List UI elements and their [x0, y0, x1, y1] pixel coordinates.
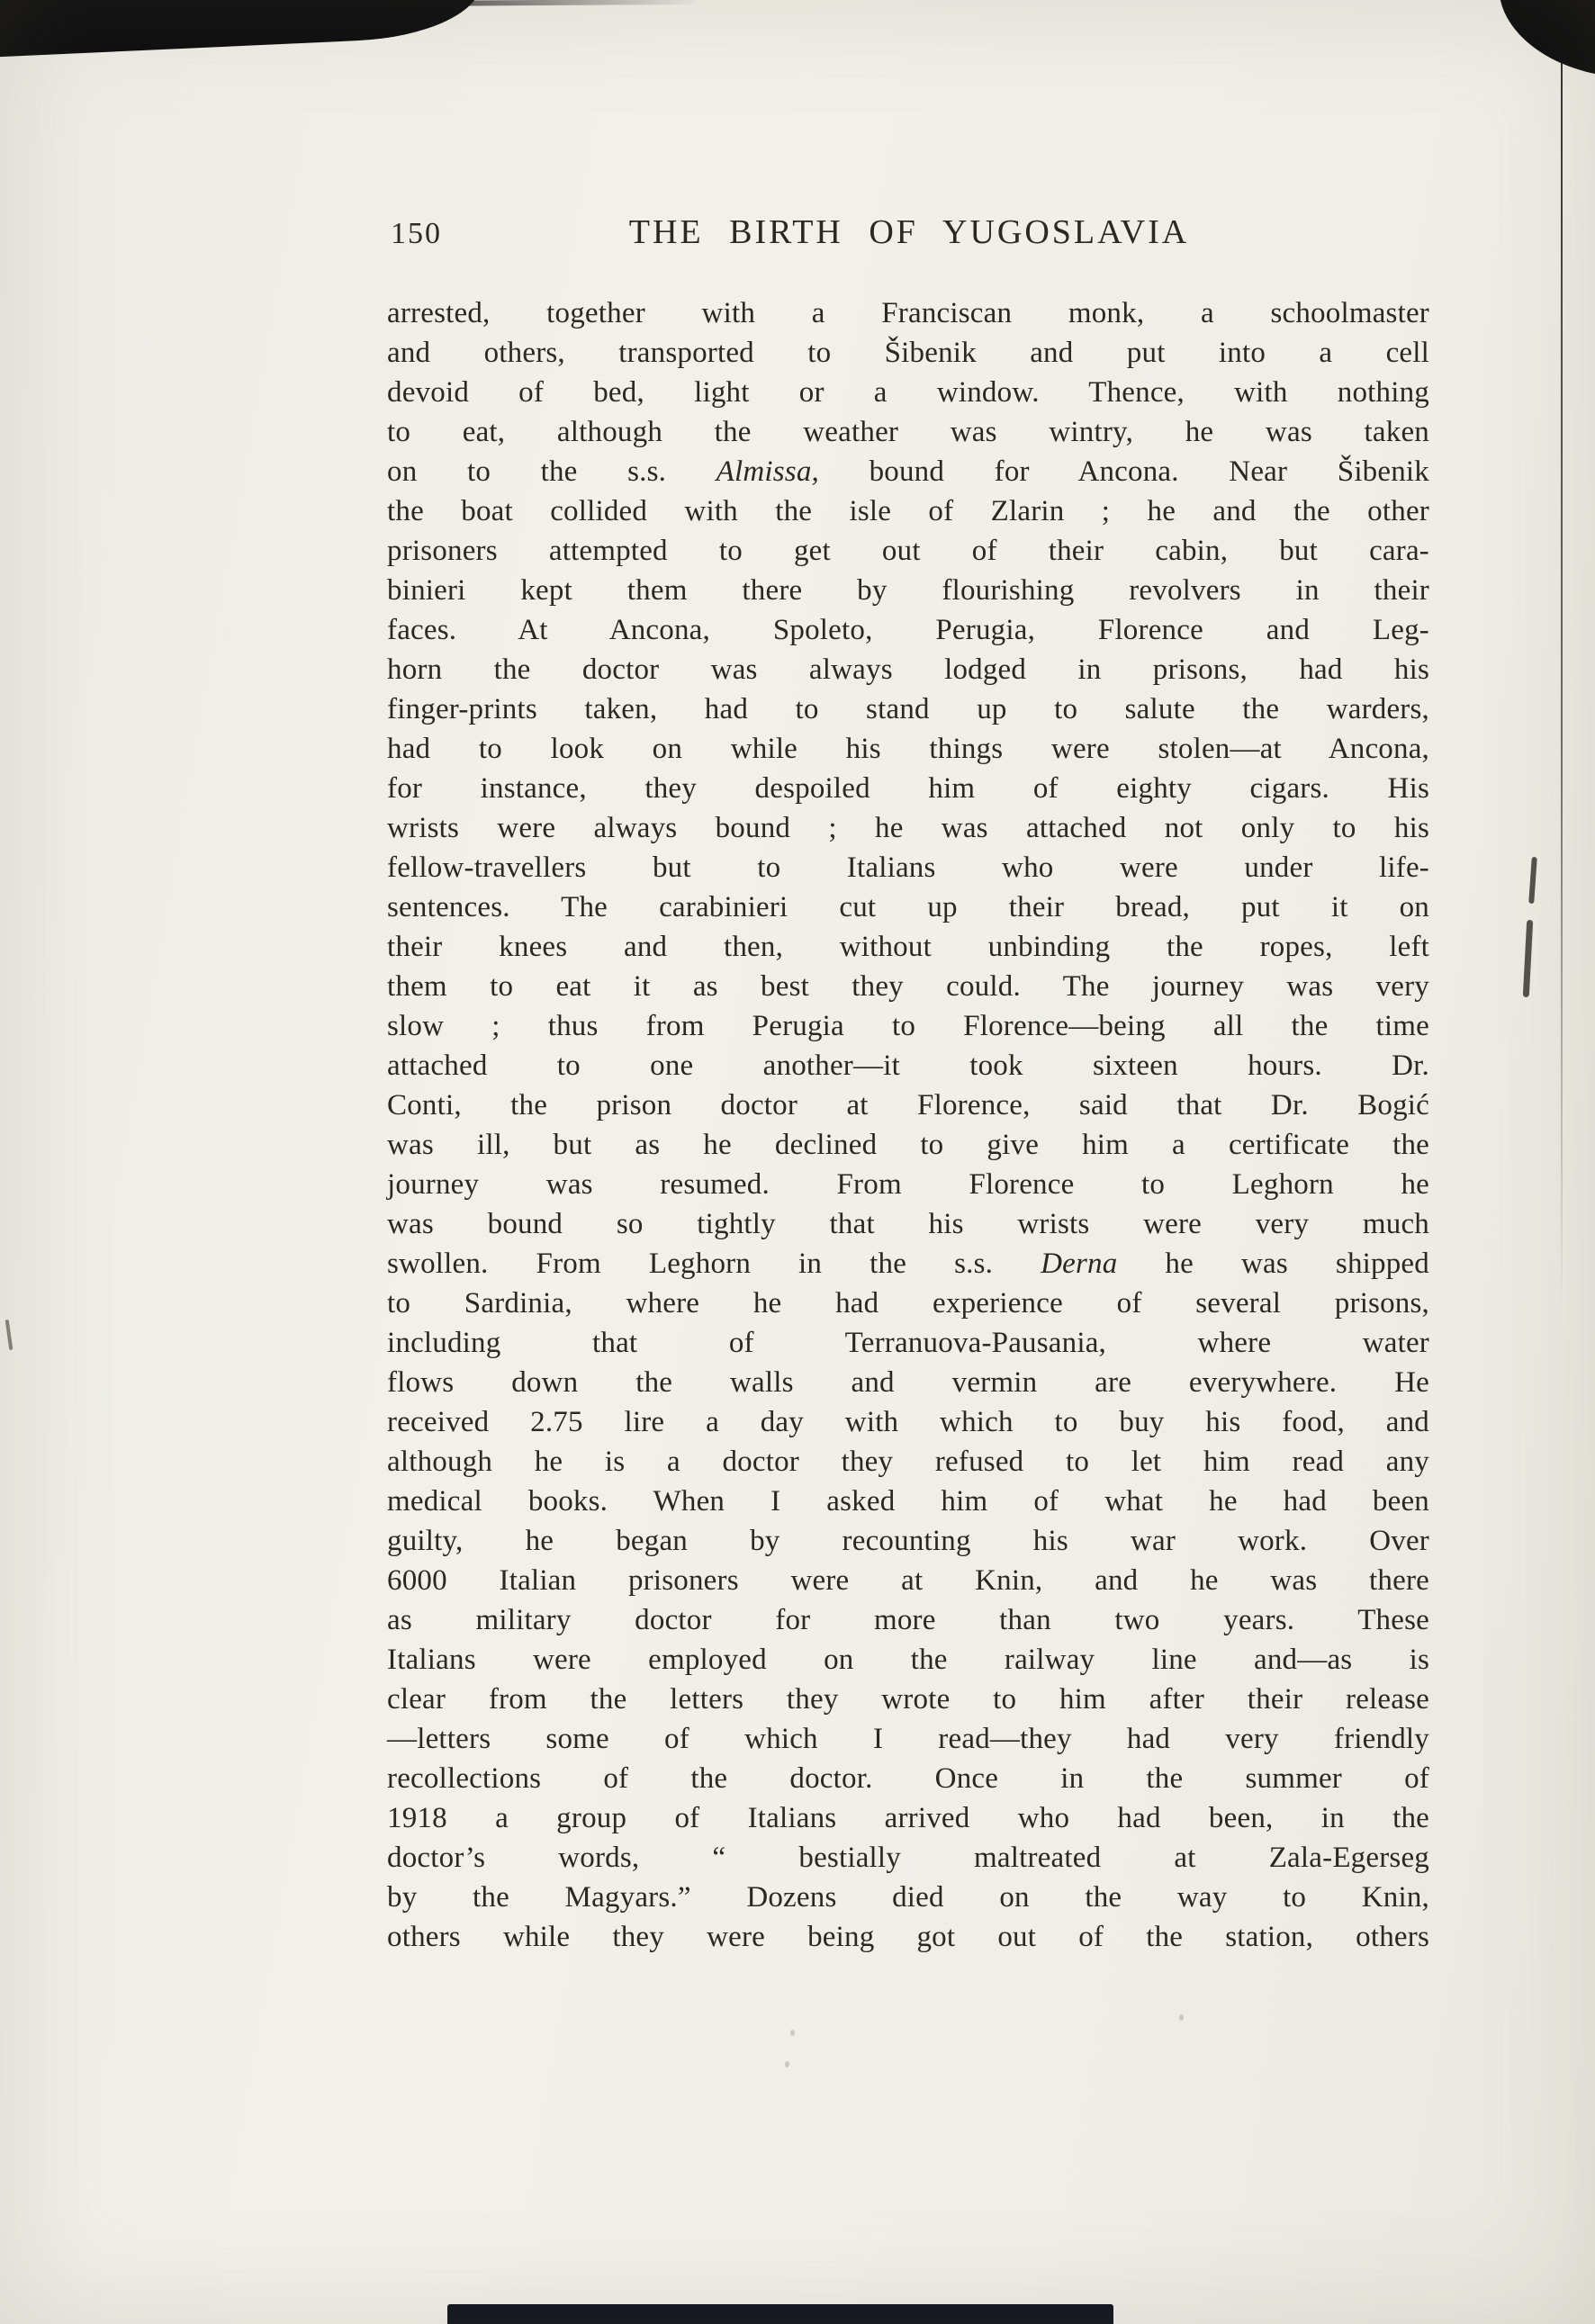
text-line: medical books. When I asked him of what he had been: [387, 1485, 1429, 1518]
text-line: 1918 a group of Italians arrived who had been, in the: [387, 1802, 1429, 1834]
text-line: fellow-travellers but to Italians who were under life-: [387, 851, 1429, 884]
page-number: 150: [391, 217, 442, 250]
text-line: finger-prints taken, had to stand up to salute the warders,: [387, 693, 1429, 725]
scan-artifact-bottom-bar: [447, 2304, 1113, 2324]
text-line: wrists were always bound ; he was attached not only to his: [387, 812, 1429, 844]
text-line: as military doctor for more than two years. These: [387, 1604, 1429, 1636]
text-line: to eat, although the weather was wintry, he was taken: [387, 416, 1429, 448]
text-line: although he is a doctor they refused to let him read any: [387, 1446, 1429, 1478]
text-line: by the Magyars.” Dozens died on the way to Knin,: [387, 1881, 1429, 1914]
text-line: journey was resumed. From Florence to Leghorn he: [387, 1168, 1429, 1201]
text-line: prisoners attempted to get out of their cabin, but cara-: [387, 535, 1429, 567]
text-line: attached to one another—it took sixteen hours. Dr.: [387, 1049, 1429, 1082]
text-line: the boat collided with the isle of Zlarin ; he and the other: [387, 495, 1429, 527]
text-line: doctor’s words, “ bestially maltreated at Zala-Egerseg: [387, 1842, 1429, 1874]
text-line: was bound so tightly that his wrists were very much: [387, 1208, 1429, 1240]
text-line: recollections of the doctor. Once in the summer of: [387, 1762, 1429, 1795]
text-line: including that of Terranuova-Pausania, where water: [387, 1327, 1429, 1359]
text-line: Italians were employed on the railway line and—as is: [387, 1644, 1429, 1676]
text-line: binieri kept them there by flourishing revolvers in their: [387, 574, 1429, 607]
text-line: Conti, the prison doctor at Florence, said that Dr. Bogić: [387, 1089, 1429, 1121]
text-line: for instance, they despoiled him of eighty cigars. His: [387, 772, 1429, 805]
scan-artifact-top-left-edge: [0, 0, 483, 59]
text-line: sentences. The carabinieri cut up their bread, put it on: [387, 891, 1429, 923]
text-line: arrested, together with a Franciscan monk, a schoolmaster: [387, 297, 1429, 329]
scan-artifact-speckle: [785, 2061, 789, 2067]
page-title: THE BIRTH OF YUGOSLAVIA: [628, 213, 1190, 251]
text-line: 6000 Italian prisoners were at Knin, and he was there: [387, 1564, 1429, 1597]
text-line: others while they were being got out of the station, others: [387, 1921, 1429, 1953]
text-line: faces. At Ancona, Spoleto, Perugia, Florence and Leg-: [387, 614, 1429, 646]
text-line: devoid of bed, light or a window. Thence, with nothing: [387, 376, 1429, 409]
text-line: on to the s.s. Almissa, bound for Ancona. Near Šibenik: [387, 455, 1429, 488]
text-line: their knees and then, without unbinding the ropes, left: [387, 931, 1429, 963]
text-line: flows down the walls and vermin are everywhere. He: [387, 1366, 1429, 1399]
text-line: them to eat it as best they could. The journey was very: [387, 970, 1429, 1003]
text-line: was ill, but as he declined to give him a certificate the: [387, 1129, 1429, 1161]
text-line: guilty, he began by recounting his war work. Over: [387, 1525, 1429, 1557]
scan-artifact-page-edge-line: [1561, 63, 1563, 1305]
scan-artifact-speckle: [1179, 2014, 1184, 2021]
running-head: [387, 212, 1431, 259]
text-line: clear from the letters they wrote to him after their release: [387, 1683, 1429, 1716]
scan-artifact-top-edge-line: [378, 0, 702, 6]
text-line: and others, transported to Šibenik and put into a cell: [387, 337, 1429, 369]
text-line: to Sardinia, where he had experience of several prisons,: [387, 1287, 1429, 1320]
text-line: —letters some of which I read—they had very friendly: [387, 1723, 1429, 1755]
scan-artifact-ink-smudge: [1523, 920, 1533, 997]
scan-artifact-ink-smudge: [1528, 857, 1537, 904]
text-line: swollen. From Leghorn in the s.s. Derna he was shipped: [387, 1248, 1429, 1280]
scan-artifact-left-margin-mark: [5, 1320, 14, 1350]
text-line: horn the doctor was always lodged in prisons, had his: [387, 653, 1429, 686]
text-line: received 2.75 lire a day with which to buy his food, and: [387, 1406, 1429, 1438]
scan-artifact-top-right-corner: [1490, 0, 1595, 77]
text-line: had to look on while his things were stolen—at Ancona,: [387, 733, 1429, 765]
text-line: slow ; thus from Perugia to Florence—being all the time: [387, 1010, 1429, 1042]
body-text: [387, 293, 1429, 1957]
scan-artifact-speckle: [790, 2030, 795, 2036]
